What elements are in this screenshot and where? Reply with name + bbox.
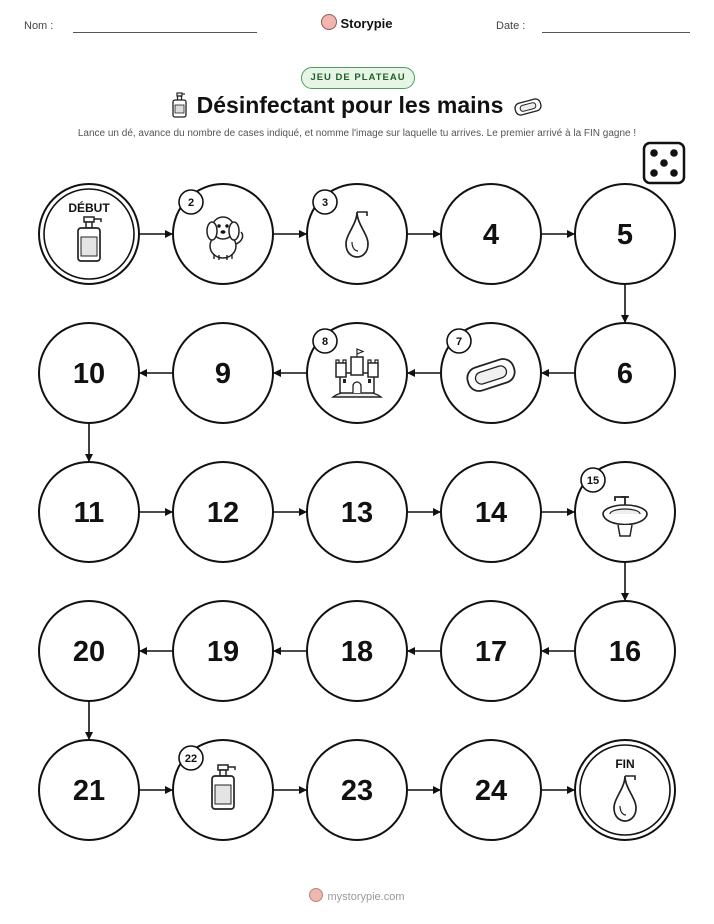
board-cell — [441, 184, 541, 284]
board-cell — [39, 740, 139, 840]
board-cell — [441, 462, 541, 562]
footer-url: mystorypie.com — [327, 891, 405, 903]
cell-number-badge: 3 — [321, 197, 329, 209]
cell-number: 13 — [340, 497, 374, 529]
cell-number: 14 — [474, 497, 508, 529]
instructions: Lance un dé, avance du nombre de cases indiqué, et nomme l'image sur laquelle tu arrives. Le premier arrivé à la FIN gagne ! — [77, 128, 637, 139]
game-type-badge: JEU DE PLATEAU — [301, 67, 415, 89]
board-cell — [173, 462, 273, 562]
cell-number-badge: 8 — [321, 336, 329, 348]
title-text: Désinfectant pour les mains — [196, 92, 504, 118]
board-cell — [575, 323, 675, 423]
cell-number: 17 — [474, 636, 508, 668]
cell-number: 19 — [206, 636, 240, 668]
name-label: Nom : — [24, 20, 54, 32]
cell-number-badge: 7 — [455, 336, 463, 348]
cell-number: 4 — [482, 219, 500, 251]
cell-number-badge: 15 — [586, 475, 600, 487]
finish-cell — [575, 740, 675, 840]
cell-number: 10 — [72, 358, 106, 390]
board-cell — [307, 601, 407, 701]
cell-number: 20 — [72, 636, 106, 668]
cell-number: 12 — [206, 497, 240, 529]
date-label: Date : — [496, 20, 526, 32]
board-cell — [307, 184, 407, 284]
board-cell — [307, 462, 407, 562]
board-cells — [39, 184, 675, 840]
board-cell — [39, 601, 139, 701]
cell-label: FIN — [615, 757, 635, 771]
cell-number: 24 — [474, 775, 508, 807]
storypie-logo-icon — [309, 888, 323, 902]
board-cell — [307, 740, 407, 840]
footer — [0, 888, 714, 903]
board-cell — [173, 184, 273, 284]
cell-label: DÉBUT — [68, 201, 110, 215]
brand-name: Storypie — [340, 16, 393, 31]
cell-number: 23 — [340, 775, 374, 807]
board-cell — [173, 740, 273, 840]
board-cell — [575, 184, 675, 284]
cell-number: 11 — [73, 497, 105, 529]
board-cell — [575, 462, 675, 562]
board-cell — [173, 323, 273, 423]
cell-number: 16 — [608, 636, 642, 668]
board-cell — [441, 323, 541, 423]
cell-number: 9 — [214, 358, 232, 390]
cell-number: 21 — [72, 775, 106, 807]
board-cell — [39, 323, 139, 423]
board-cell — [39, 462, 139, 562]
cell-number: 5 — [616, 219, 634, 251]
board-cell — [575, 601, 675, 701]
start-cell — [39, 184, 139, 284]
cell-number: 6 — [616, 358, 634, 390]
board-cell — [307, 323, 407, 423]
cell-number-badge: 2 — [187, 197, 195, 209]
board-cell — [441, 740, 541, 840]
cell-number-badge: 22 — [184, 753, 198, 765]
board-cell — [173, 601, 273, 701]
board-cell — [441, 601, 541, 701]
cell-number: 18 — [340, 636, 374, 668]
